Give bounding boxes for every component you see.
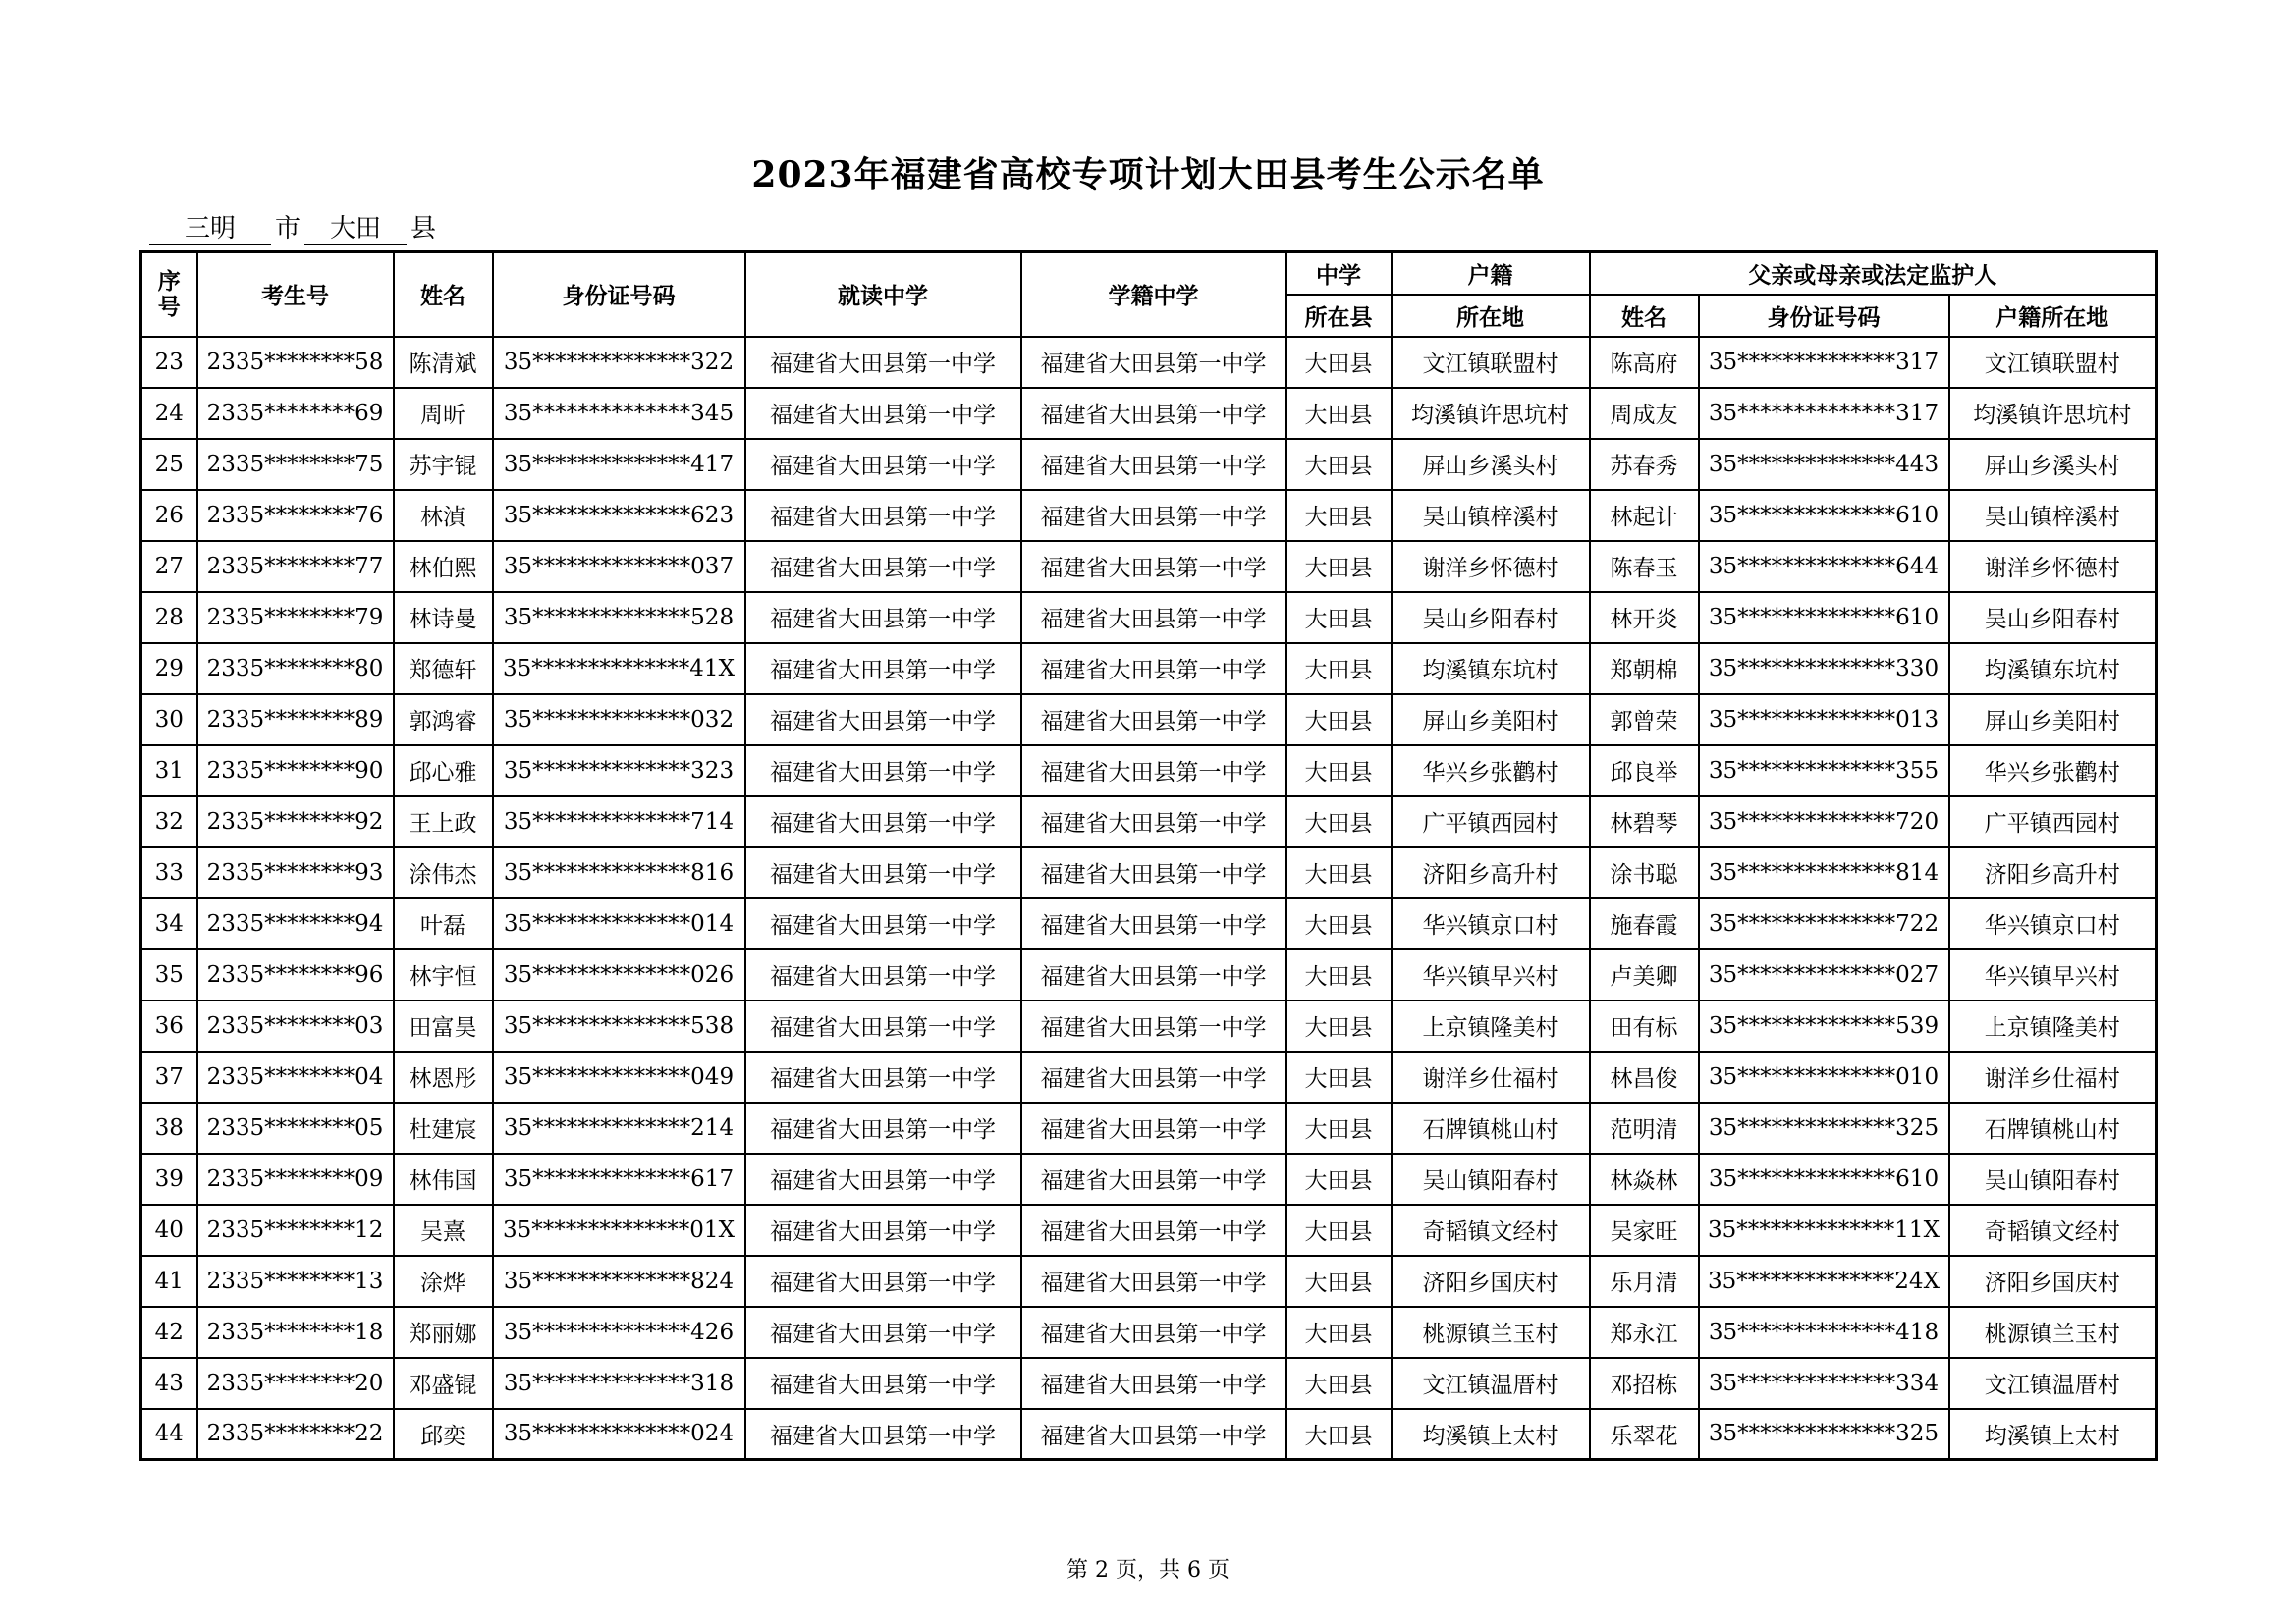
household-cell: 华兴镇早兴村 (1392, 949, 1590, 1001)
header-registered-school: 学籍中学 (1021, 252, 1286, 337)
exam-no-cell: 2335********09 (197, 1154, 394, 1205)
school-county-cell: 大田县 (1286, 541, 1392, 592)
school-county-cell: 大田县 (1286, 745, 1392, 796)
header-household-bottom: 所在地 (1392, 295, 1590, 337)
guardian-household-cell: 济阳乡高升村 (1949, 847, 2157, 898)
registered-school-cell: 福建省大田县第一中学 (1021, 643, 1286, 694)
header-exam-no: 考生号 (197, 252, 394, 337)
student-id-cell: 35**************014 (493, 898, 745, 949)
student-id-cell: 35**************322 (493, 337, 745, 388)
guardian-name-cell: 吴家旺 (1590, 1205, 1699, 1256)
table-row (141, 643, 2157, 694)
student-name-cell: 苏宇锟 (394, 439, 493, 490)
table-row (141, 1103, 2157, 1154)
header-household-top: 户籍 (1392, 252, 1590, 295)
household-cell: 文江镇联盟村 (1392, 337, 1590, 388)
exam-no-cell: 2335********13 (197, 1256, 394, 1307)
student-name-cell: 邱奕 (394, 1409, 493, 1460)
school-cell: 福建省大田县第一中学 (745, 541, 1021, 592)
header-seq (141, 252, 197, 337)
guardian-id-cell: 35**************24X (1699, 1256, 1949, 1307)
student-name-cell: 周昕 (394, 388, 493, 439)
guardian-name-cell: 周成友 (1590, 388, 1699, 439)
roster-body (141, 337, 2157, 1460)
registered-school-cell: 福建省大田县第一中学 (1021, 541, 1286, 592)
registered-school-cell: 福建省大田县第一中学 (1021, 1358, 1286, 1409)
school-county-cell: 大田县 (1286, 949, 1392, 1001)
student-name-cell: 林伯熙 (394, 541, 493, 592)
guardian-name-cell: 田有标 (1590, 1001, 1699, 1052)
student-id-cell: 35**************026 (493, 949, 745, 1001)
guardian-name-cell: 涂书聪 (1590, 847, 1699, 898)
guardian-name-cell: 陈春玉 (1590, 541, 1699, 592)
seq-cell: 38 (141, 1103, 197, 1154)
registered-school-cell: 福建省大田县第一中学 (1021, 745, 1286, 796)
school-cell: 福建省大田县第一中学 (745, 337, 1021, 388)
guardian-household-cell: 华兴镇京口村 (1949, 898, 2157, 949)
guardian-household-cell: 吴山镇阳春村 (1949, 1154, 2157, 1205)
guardian-name-cell: 郭曾荣 (1590, 694, 1699, 745)
registered-school-cell: 福建省大田县第一中学 (1021, 490, 1286, 541)
seq-cell: 34 (141, 898, 197, 949)
school-county-cell: 大田县 (1286, 1103, 1392, 1154)
guardian-name-cell: 施春霞 (1590, 898, 1699, 949)
household-cell: 谢洋乡仕福村 (1392, 1052, 1590, 1103)
table-row (141, 337, 2157, 388)
table-row (141, 1256, 2157, 1307)
guardian-id-cell: 35**************325 (1699, 1409, 1949, 1460)
school-cell: 福建省大田县第一中学 (745, 1205, 1021, 1256)
exam-no-cell: 2335********69 (197, 388, 394, 439)
seq-cell: 35 (141, 949, 197, 1001)
household-cell: 华兴乡张鹳村 (1392, 745, 1590, 796)
student-id-cell: 35**************617 (493, 1154, 745, 1205)
seq-cell: 25 (141, 439, 197, 490)
page-footer: 第 2 页，共 6 页 (1066, 1558, 1230, 1583)
guardian-id-cell: 35**************355 (1699, 745, 1949, 796)
guardian-name-cell: 林昌俊 (1590, 1052, 1699, 1103)
household-cell: 济阳乡高升村 (1392, 847, 1590, 898)
header-school-county-bottom: 所在县 (1286, 295, 1392, 337)
school-cell: 福建省大田县第一中学 (745, 388, 1021, 439)
county-value: 大田 (304, 214, 407, 245)
household-cell: 吴山乡阳春村 (1392, 592, 1590, 643)
student-name-cell: 陈清斌 (394, 337, 493, 388)
table-row (141, 1409, 2157, 1460)
exam-no-cell: 2335********90 (197, 745, 394, 796)
guardian-household-cell: 桃源镇兰玉村 (1949, 1307, 2157, 1358)
guardian-household-cell: 华兴乡张鹳村 (1949, 745, 2157, 796)
school-cell: 福建省大田县第一中学 (745, 745, 1021, 796)
exam-no-cell: 2335********96 (197, 949, 394, 1001)
guardian-household-cell: 广平镇西园村 (1949, 796, 2157, 847)
exam-no-cell: 2335********89 (197, 694, 394, 745)
guardian-household-cell: 均溪镇东坑村 (1949, 643, 2157, 694)
exam-no-cell: 2335********76 (197, 490, 394, 541)
guardian-household-cell: 屏山乡溪头村 (1949, 439, 2157, 490)
guardian-name-cell: 林碧琴 (1590, 796, 1699, 847)
guardian-name-cell: 陈高府 (1590, 337, 1699, 388)
seq-cell: 32 (141, 796, 197, 847)
page-title: 2023年福建省高校专项计划大田县考生公示名单 (751, 154, 1545, 195)
roster-table (139, 250, 2158, 1461)
seq-cell: 36 (141, 1001, 197, 1052)
guardian-household-cell: 谢洋乡仕福村 (1949, 1052, 2157, 1103)
table-row (141, 439, 2157, 490)
registered-school-cell: 福建省大田县第一中学 (1021, 694, 1286, 745)
table-row (141, 1001, 2157, 1052)
guardian-household-cell: 吴山镇梓溪村 (1949, 490, 2157, 541)
guardian-id-cell: 35**************443 (1699, 439, 1949, 490)
guardian-name-cell: 邓招栋 (1590, 1358, 1699, 1409)
school-county-cell: 大田县 (1286, 337, 1392, 388)
registered-school-cell: 福建省大田县第一中学 (1021, 847, 1286, 898)
school-county-cell: 大田县 (1286, 796, 1392, 847)
seq-cell: 43 (141, 1358, 197, 1409)
seq-cell: 29 (141, 643, 197, 694)
student-name-cell: 田富昊 (394, 1001, 493, 1052)
guardian-id-cell: 35**************610 (1699, 1154, 1949, 1205)
student-id-cell: 35**************714 (493, 796, 745, 847)
school-cell: 福建省大田县第一中学 (745, 1001, 1021, 1052)
student-name-cell: 郑丽娜 (394, 1307, 493, 1358)
guardian-household-cell: 屏山乡美阳村 (1949, 694, 2157, 745)
registered-school-cell: 福建省大田县第一中学 (1021, 1256, 1286, 1307)
household-cell: 屏山乡美阳村 (1392, 694, 1590, 745)
guardian-household-cell: 文江镇联盟村 (1949, 337, 2157, 388)
student-name-cell: 杜建宸 (394, 1103, 493, 1154)
student-id-cell: 35**************824 (493, 1256, 745, 1307)
seq-cell: 39 (141, 1154, 197, 1205)
guardian-id-cell: 35**************814 (1699, 847, 1949, 898)
region-line (149, 214, 440, 245)
guardian-household-cell: 文江镇温厝村 (1949, 1358, 2157, 1409)
exam-no-cell: 2335********12 (197, 1205, 394, 1256)
student-name-cell: 叶磊 (394, 898, 493, 949)
school-cell: 福建省大田县第一中学 (745, 1103, 1021, 1154)
table-row (141, 847, 2157, 898)
student-id-cell: 35**************214 (493, 1103, 745, 1154)
registered-school-cell: 福建省大田县第一中学 (1021, 949, 1286, 1001)
student-name-cell: 涂烨 (394, 1256, 493, 1307)
guardian-id-cell: 35**************317 (1699, 337, 1949, 388)
household-cell: 谢洋乡怀德村 (1392, 541, 1590, 592)
guardian-name-cell: 林起计 (1590, 490, 1699, 541)
guardian-name-cell: 邱良举 (1590, 745, 1699, 796)
seq-cell: 28 (141, 592, 197, 643)
header-guardian-name: 姓名 (1590, 295, 1699, 337)
household-cell: 上京镇隆美村 (1392, 1001, 1590, 1052)
student-id-cell: 35**************417 (493, 439, 745, 490)
school-county-cell: 大田县 (1286, 1409, 1392, 1460)
student-name-cell: 吴熹 (394, 1205, 493, 1256)
student-name-cell: 王上政 (394, 796, 493, 847)
guardian-name-cell: 苏春秀 (1590, 439, 1699, 490)
guardian-id-cell: 35**************325 (1699, 1103, 1949, 1154)
header-row-1 (141, 252, 2157, 295)
student-name-cell: 郭鸿睿 (394, 694, 493, 745)
exam-no-cell: 2335********94 (197, 898, 394, 949)
guardian-id-cell: 35**************317 (1699, 388, 1949, 439)
household-cell: 文江镇温厝村 (1392, 1358, 1590, 1409)
school-cell: 福建省大田县第一中学 (745, 592, 1021, 643)
school-county-cell: 大田县 (1286, 643, 1392, 694)
guardian-id-cell: 35**************610 (1699, 490, 1949, 541)
county-suffix: 县 (410, 214, 437, 244)
registered-school-cell: 福建省大田县第一中学 (1021, 1052, 1286, 1103)
guardian-name-cell: 林焱林 (1590, 1154, 1699, 1205)
guardian-name-cell: 郑朝棉 (1590, 643, 1699, 694)
city-value: 三明 (149, 214, 271, 245)
guardian-id-cell: 35**************010 (1699, 1052, 1949, 1103)
household-cell: 均溪镇上太村 (1392, 1409, 1590, 1460)
guardian-name-cell: 范明清 (1590, 1103, 1699, 1154)
table-row (141, 796, 2157, 847)
school-county-cell: 大田县 (1286, 898, 1392, 949)
seq-cell: 31 (141, 745, 197, 796)
school-county-cell: 大田县 (1286, 1307, 1392, 1358)
student-name-cell: 涂伟杰 (394, 847, 493, 898)
registered-school-cell: 福建省大田县第一中学 (1021, 1307, 1286, 1358)
table-row (141, 898, 2157, 949)
school-cell: 福建省大田县第一中学 (745, 490, 1021, 541)
household-cell: 吴山镇阳春村 (1392, 1154, 1590, 1205)
registered-school-cell: 福建省大田县第一中学 (1021, 592, 1286, 643)
guardian-household-cell: 均溪镇上太村 (1949, 1409, 2157, 1460)
table-row (141, 745, 2157, 796)
guardian-household-cell: 华兴镇早兴村 (1949, 949, 2157, 1001)
student-name-cell: 邓盛锟 (394, 1358, 493, 1409)
table-row (141, 1205, 2157, 1256)
exam-no-cell: 2335********05 (197, 1103, 394, 1154)
header-id-no: 身份证号码 (493, 252, 745, 337)
student-id-cell: 35**************623 (493, 490, 745, 541)
school-cell: 福建省大田县第一中学 (745, 1358, 1021, 1409)
student-id-cell: 35**************037 (493, 541, 745, 592)
table-row (141, 490, 2157, 541)
school-county-cell: 大田县 (1286, 439, 1392, 490)
seq-cell: 40 (141, 1205, 197, 1256)
exam-no-cell: 2335********18 (197, 1307, 394, 1358)
guardian-household-cell: 吴山乡阳春村 (1949, 592, 2157, 643)
household-cell: 华兴镇京口村 (1392, 898, 1590, 949)
school-county-cell: 大田县 (1286, 1205, 1392, 1256)
school-cell: 福建省大田县第一中学 (745, 1307, 1021, 1358)
school-cell: 福建省大田县第一中学 (745, 694, 1021, 745)
school-county-cell: 大田县 (1286, 847, 1392, 898)
household-cell: 奇韬镇文经村 (1392, 1205, 1590, 1256)
guardian-id-cell: 35**************722 (1699, 898, 1949, 949)
exam-no-cell: 2335********58 (197, 337, 394, 388)
table-row (141, 1307, 2157, 1358)
student-id-cell: 35**************426 (493, 1307, 745, 1358)
table-row (141, 949, 2157, 1001)
header-name: 姓名 (394, 252, 493, 337)
table-row (141, 388, 2157, 439)
registered-school-cell: 福建省大田县第一中学 (1021, 388, 1286, 439)
seq-cell: 37 (141, 1052, 197, 1103)
seq-cell: 27 (141, 541, 197, 592)
header-guardian-household: 户籍所在地 (1949, 295, 2157, 337)
student-id-cell: 35**************528 (493, 592, 745, 643)
guardian-id-cell: 35**************644 (1699, 541, 1949, 592)
registered-school-cell: 福建省大田县第一中学 (1021, 796, 1286, 847)
guardian-household-cell: 石牌镇桃山村 (1949, 1103, 2157, 1154)
guardian-name-cell: 郑永江 (1590, 1307, 1699, 1358)
guardian-household-cell: 奇韬镇文经村 (1949, 1205, 2157, 1256)
student-id-cell: 35**************01X (493, 1205, 745, 1256)
student-name-cell: 林宇恒 (394, 949, 493, 1001)
school-cell: 福建省大田县第一中学 (745, 898, 1021, 949)
student-id-cell: 35**************323 (493, 745, 745, 796)
student-name-cell: 郑德轩 (394, 643, 493, 694)
household-cell: 桃源镇兰玉村 (1392, 1307, 1590, 1358)
student-id-cell: 35**************032 (493, 694, 745, 745)
student-id-cell: 35**************816 (493, 847, 745, 898)
seq-cell: 33 (141, 847, 197, 898)
guardian-name-cell: 卢美卿 (1590, 949, 1699, 1001)
student-name-cell: 邱心雅 (394, 745, 493, 796)
household-cell: 均溪镇东坑村 (1392, 643, 1590, 694)
student-name-cell: 林诗曼 (394, 592, 493, 643)
guardian-household-cell: 济阳乡国庆村 (1949, 1256, 2157, 1307)
exam-no-cell: 2335********79 (197, 592, 394, 643)
school-county-cell: 大田县 (1286, 490, 1392, 541)
student-name-cell: 林伟国 (394, 1154, 493, 1205)
household-cell: 济阳乡国庆村 (1392, 1256, 1590, 1307)
school-cell: 福建省大田县第一中学 (745, 643, 1021, 694)
header-seq-line1: 序 (157, 267, 181, 295)
household-cell: 石牌镇桃山村 (1392, 1103, 1590, 1154)
table-row (141, 1052, 2157, 1103)
city-suffix: 市 (275, 214, 301, 244)
exam-no-cell: 2335********93 (197, 847, 394, 898)
household-cell: 广平镇西园村 (1392, 796, 1590, 847)
guardian-name-cell: 林开炎 (1590, 592, 1699, 643)
registered-school-cell: 福建省大田县第一中学 (1021, 1409, 1286, 1460)
guardian-id-cell: 35**************11X (1699, 1205, 1949, 1256)
table-row (141, 1154, 2157, 1205)
exam-no-cell: 2335********77 (197, 541, 394, 592)
exam-no-cell: 2335********20 (197, 1358, 394, 1409)
table-row (141, 694, 2157, 745)
exam-no-cell: 2335********92 (197, 796, 394, 847)
guardian-id-cell: 35**************539 (1699, 1001, 1949, 1052)
registered-school-cell: 福建省大田县第一中学 (1021, 1001, 1286, 1052)
student-id-cell: 35**************024 (493, 1409, 745, 1460)
registered-school-cell: 福建省大田县第一中学 (1021, 1103, 1286, 1154)
household-cell: 吴山镇梓溪村 (1392, 490, 1590, 541)
student-name-cell: 林湞 (394, 490, 493, 541)
exam-no-cell: 2335********04 (197, 1052, 394, 1103)
registered-school-cell: 福建省大田县第一中学 (1021, 898, 1286, 949)
guardian-id-cell: 35**************418 (1699, 1307, 1949, 1358)
guardian-id-cell: 35**************330 (1699, 643, 1949, 694)
student-id-cell: 35**************049 (493, 1052, 745, 1103)
guardian-household-cell: 谢洋乡怀德村 (1949, 541, 2157, 592)
registered-school-cell: 福建省大田县第一中学 (1021, 439, 1286, 490)
seq-cell: 42 (141, 1307, 197, 1358)
school-cell: 福建省大田县第一中学 (745, 439, 1021, 490)
registered-school-cell: 福建省大田县第一中学 (1021, 1205, 1286, 1256)
school-county-cell: 大田县 (1286, 592, 1392, 643)
school-county-cell: 大田县 (1286, 694, 1392, 745)
student-id-cell: 35**************41X (493, 643, 745, 694)
guardian-id-cell: 35**************720 (1699, 796, 1949, 847)
registered-school-cell: 福建省大田县第一中学 (1021, 1154, 1286, 1205)
school-county-cell: 大田县 (1286, 1052, 1392, 1103)
school-county-cell: 大田县 (1286, 1358, 1392, 1409)
header-school: 就读中学 (745, 252, 1021, 337)
student-id-cell: 35**************318 (493, 1358, 745, 1409)
school-county-cell: 大田县 (1286, 1154, 1392, 1205)
seq-cell: 26 (141, 490, 197, 541)
school-cell: 福建省大田县第一中学 (745, 1154, 1021, 1205)
student-name-cell: 林恩彤 (394, 1052, 493, 1103)
header-seq-line2: 号 (157, 293, 181, 320)
seq-cell: 24 (141, 388, 197, 439)
school-cell: 福建省大田县第一中学 (745, 796, 1021, 847)
table-row (141, 592, 2157, 643)
header-school-county-top: 中学 (1286, 252, 1392, 295)
registered-school-cell: 福建省大田县第一中学 (1021, 337, 1286, 388)
exam-no-cell: 2335********03 (197, 1001, 394, 1052)
student-id-cell: 35**************345 (493, 388, 745, 439)
household-cell: 均溪镇许思坑村 (1392, 388, 1590, 439)
school-cell: 福建省大田县第一中学 (745, 1256, 1021, 1307)
student-id-cell: 35**************538 (493, 1001, 745, 1052)
guardian-id-cell: 35**************013 (1699, 694, 1949, 745)
guardian-id-cell: 35**************027 (1699, 949, 1949, 1001)
seq-cell: 44 (141, 1409, 197, 1460)
exam-no-cell: 2335********80 (197, 643, 394, 694)
guardian-name-cell: 乐翠花 (1590, 1409, 1699, 1460)
table-row (141, 541, 2157, 592)
school-cell: 福建省大田县第一中学 (745, 949, 1021, 1001)
table-row (141, 1358, 2157, 1409)
school-county-cell: 大田县 (1286, 1256, 1392, 1307)
guardian-id-cell: 35**************610 (1699, 592, 1949, 643)
header-guardian-id: 身份证号码 (1699, 295, 1949, 337)
school-cell: 福建省大田县第一中学 (745, 1052, 1021, 1103)
header-guardian-group: 父亲或母亲或法定监护人 (1590, 252, 2157, 295)
guardian-household-cell: 上京镇隆美村 (1949, 1001, 2157, 1052)
guardian-id-cell: 35**************334 (1699, 1358, 1949, 1409)
school-county-cell: 大田县 (1286, 1001, 1392, 1052)
household-cell: 屏山乡溪头村 (1392, 439, 1590, 490)
exam-no-cell: 2335********22 (197, 1409, 394, 1460)
school-cell: 福建省大田县第一中学 (745, 1409, 1021, 1460)
school-cell: 福建省大田县第一中学 (745, 847, 1021, 898)
school-county-cell: 大田县 (1286, 388, 1392, 439)
seq-cell: 23 (141, 337, 197, 388)
guardian-name-cell: 乐月清 (1590, 1256, 1699, 1307)
exam-no-cell: 2335********75 (197, 439, 394, 490)
seq-cell: 30 (141, 694, 197, 745)
guardian-household-cell: 均溪镇许思坑村 (1949, 388, 2157, 439)
seq-cell: 41 (141, 1256, 197, 1307)
